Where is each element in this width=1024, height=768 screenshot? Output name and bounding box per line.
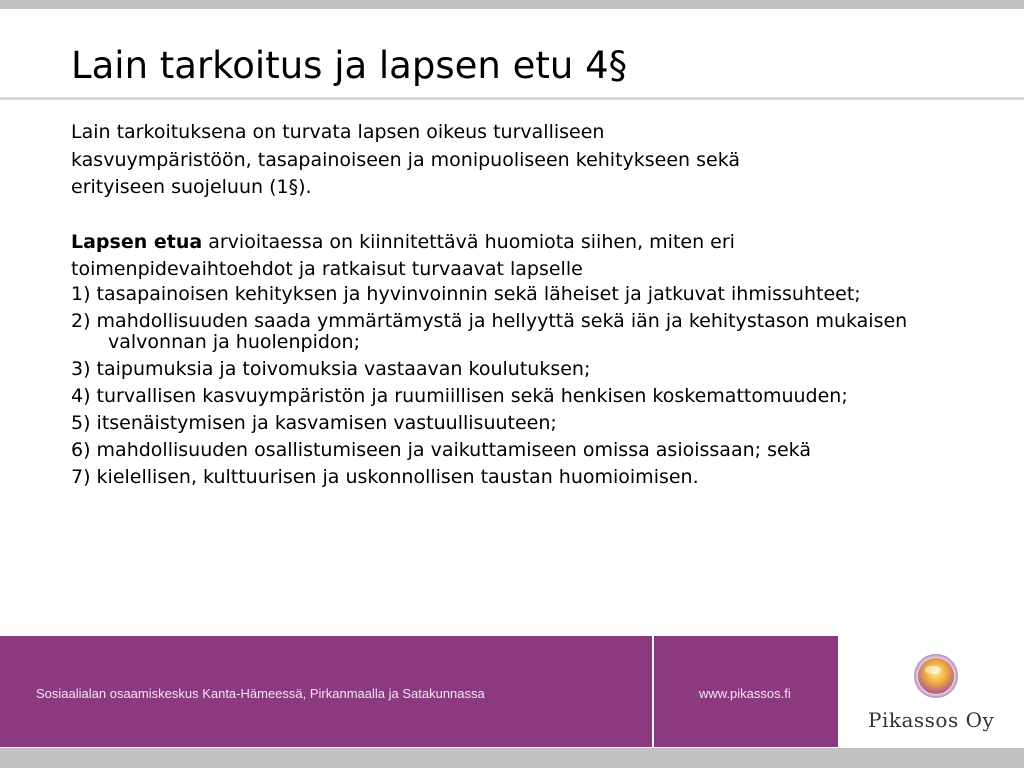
orb-logo-icon bbox=[912, 652, 960, 700]
list-item: 1) tasapainoisen kehityksen ja hyvinvoinnin sekä läheiset ja jatkuvat ihmissuhteet; bbox=[71, 282, 861, 305]
list-item: 6) mahdollisuuden osallistumiseen ja vaikuttamiseen omissa asioissaan; sekä bbox=[71, 438, 811, 461]
footer-tagline: Sosiaalialan osaamiskeskus Kanta-Hämeessä, Pirkanmaalla ja Satakunnassa bbox=[36, 686, 485, 701]
bottom-frame-bar bbox=[0, 748, 1024, 768]
intro-line-3: erityiseen suojeluun (1§). bbox=[71, 176, 312, 198]
top-frame-bar bbox=[0, 0, 1024, 9]
criteria-list bbox=[71, 284, 931, 488]
footer bbox=[0, 636, 1024, 747]
intro-line-2: kasvuympäristöön, tasapainoiseen ja monipuoliseen kehitykseen sekä bbox=[71, 148, 741, 171]
list-item: 2) mahdollisuuden saada ymmärtämystä ja hellyyttä sekä iän ja kehitystason mukaisen valvonnan ja huolenpidon; bbox=[71, 309, 908, 353]
company-logo bbox=[840, 636, 1024, 747]
slide-title: Lain tarkoitus ja lapsen etu 4§ bbox=[71, 44, 628, 87]
list-item: 5) itsenäistymisen ja kasvamisen vastuullisuuteen; bbox=[71, 411, 557, 434]
slide-body bbox=[71, 119, 931, 494]
list-item: 3) taipumuksia ja toivomuksia vastaavan koulutuksen; bbox=[71, 357, 591, 380]
logo-wordmark: Pikassos Oy bbox=[868, 708, 995, 732]
footer-url-link[interactable]: www.pikassos.fi bbox=[699, 686, 791, 701]
lead-rest-text: arvioitaessa on kiinnitettävä huomiota siihen, miten eri bbox=[202, 230, 735, 253]
intro-line-1: Lain tarkoituksena on turvata lapsen oikeus turvalliseen bbox=[71, 121, 605, 143]
title-divider bbox=[0, 97, 1024, 100]
footer-tagline-panel bbox=[0, 636, 652, 747]
lead-bold-term: Lapsen etua bbox=[71, 230, 203, 253]
lead-line-2: toimenpidevaihtoehdot ja ratkaisut turvaavat lapselle bbox=[71, 258, 583, 280]
list-item: 7) kielellisen, kulttuurisen ja uskonnollisen taustan huomioimisen. bbox=[71, 465, 699, 488]
list-item: 4) turvallisen kasvuympäristön ja ruumiillisen sekä henkisen koskemattomuuden; bbox=[71, 384, 848, 407]
lead-line-1 bbox=[71, 229, 931, 257]
